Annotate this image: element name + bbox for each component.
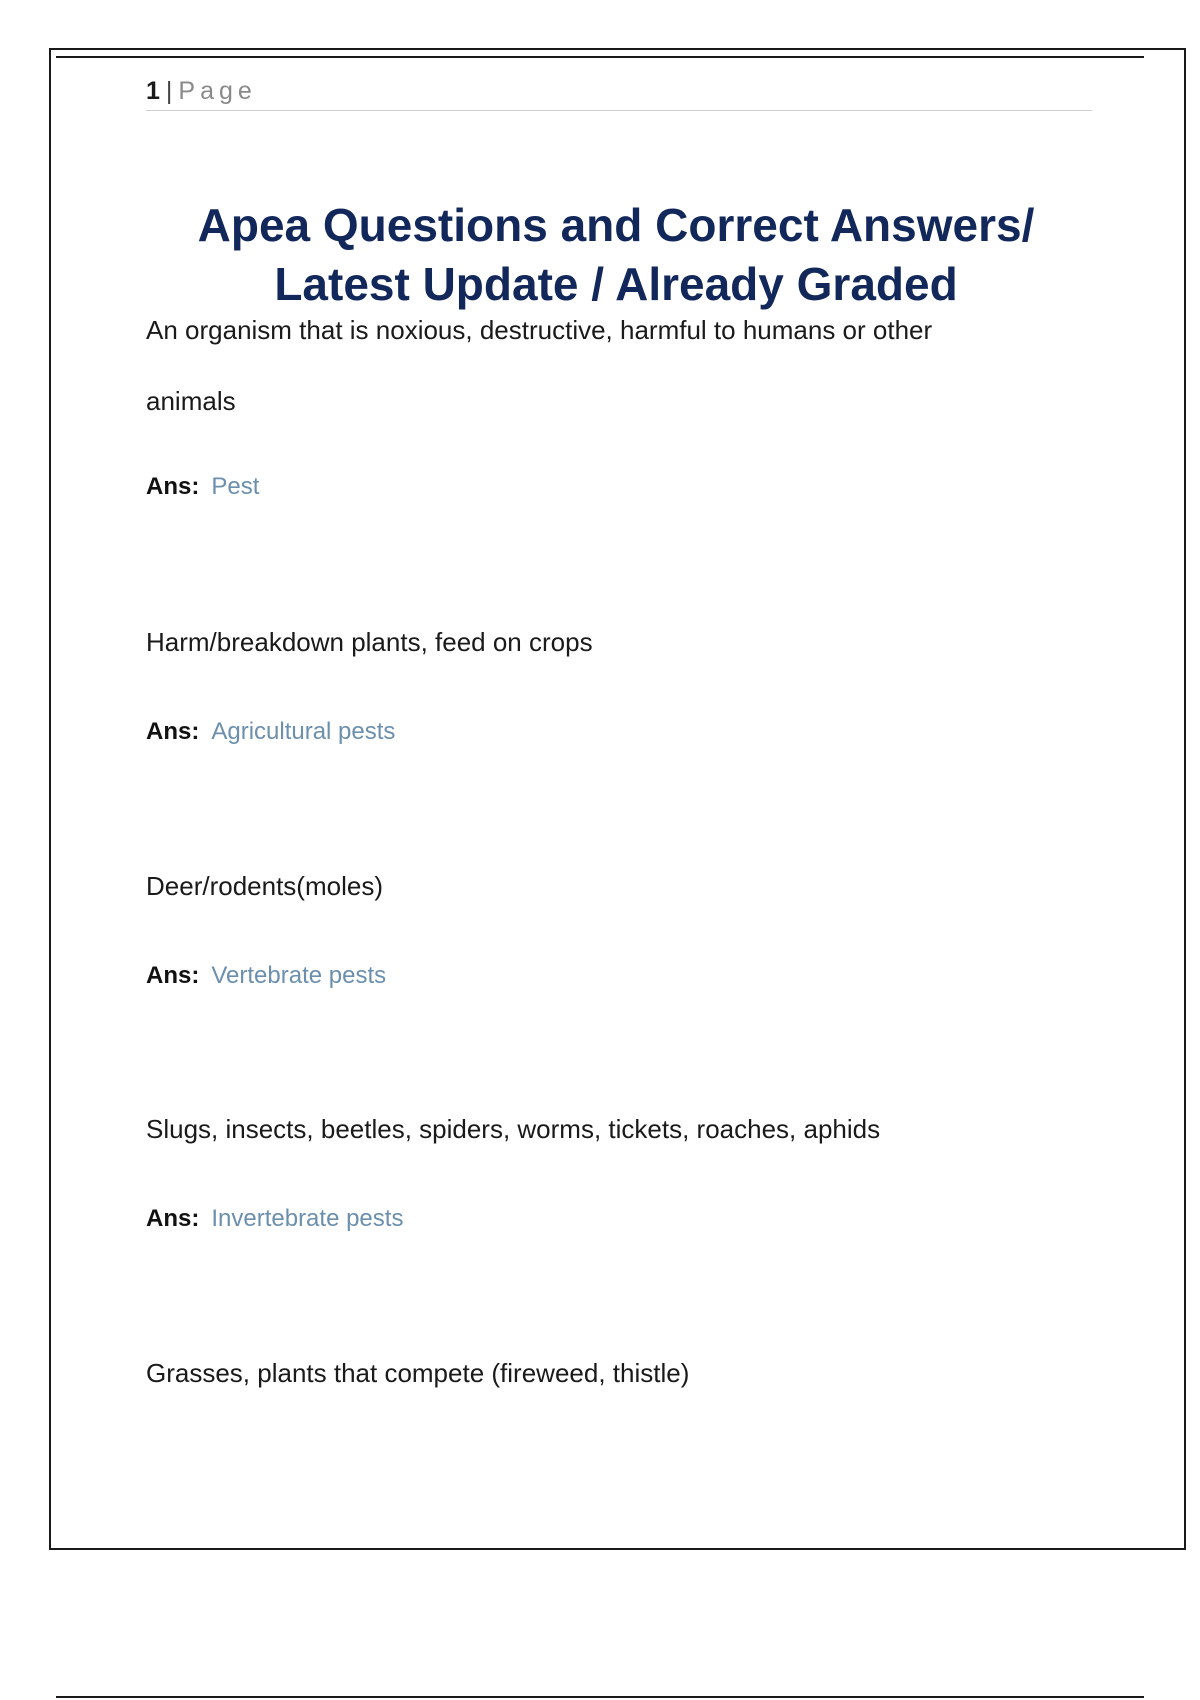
question-2: Harm/breakdown plants, feed on crops	[146, 627, 593, 657]
answer-text: Invertebrate pests	[211, 1205, 404, 1232]
question-4: Slugs, insects, beetles, spiders, worms, tickets, roaches, aphids	[146, 1114, 881, 1144]
answer-text: Vertebrate pests	[211, 962, 387, 989]
answer-text: Agricultural pests	[211, 718, 396, 745]
top-rule	[56, 56, 1144, 58]
answer-label: Ans:	[146, 473, 200, 500]
question-3: Deer/rodents(moles)	[146, 871, 383, 901]
answer-2	[146, 717, 395, 747]
qa-item-1	[146, 295, 1106, 500]
page-header	[146, 76, 1092, 111]
answer-4	[146, 1204, 403, 1234]
qa-item-3	[146, 851, 1106, 989]
qa-item-4	[146, 1094, 1106, 1232]
question-1-line-1: An organism that is noxious, destructive, harmful to humans or other	[146, 315, 933, 345]
answer-label: Ans:	[146, 1205, 200, 1232]
question-5: Grasses, plants that compete (fireweed, thistle)	[146, 1358, 690, 1388]
page-number: 1	[146, 77, 160, 105]
title-line-2: Latest Update / Already Graded	[274, 258, 958, 310]
title-line-1: Apea Questions and Correct Answers/	[197, 199, 1035, 251]
question-1	[146, 295, 1106, 437]
answer-label: Ans:	[146, 718, 200, 745]
bottom-rule	[56, 1696, 1144, 1698]
answer-3	[146, 961, 386, 991]
answer-label: Ans:	[146, 962, 200, 989]
page-separator: |	[165, 77, 173, 105]
answer-1	[146, 472, 259, 502]
qa-item-5	[146, 1338, 1106, 1409]
question-1-line-2: animals	[146, 386, 236, 416]
answer-text: Pest	[211, 473, 260, 500]
qa-item-2	[146, 607, 1106, 745]
page-label: Page	[178, 77, 257, 105]
